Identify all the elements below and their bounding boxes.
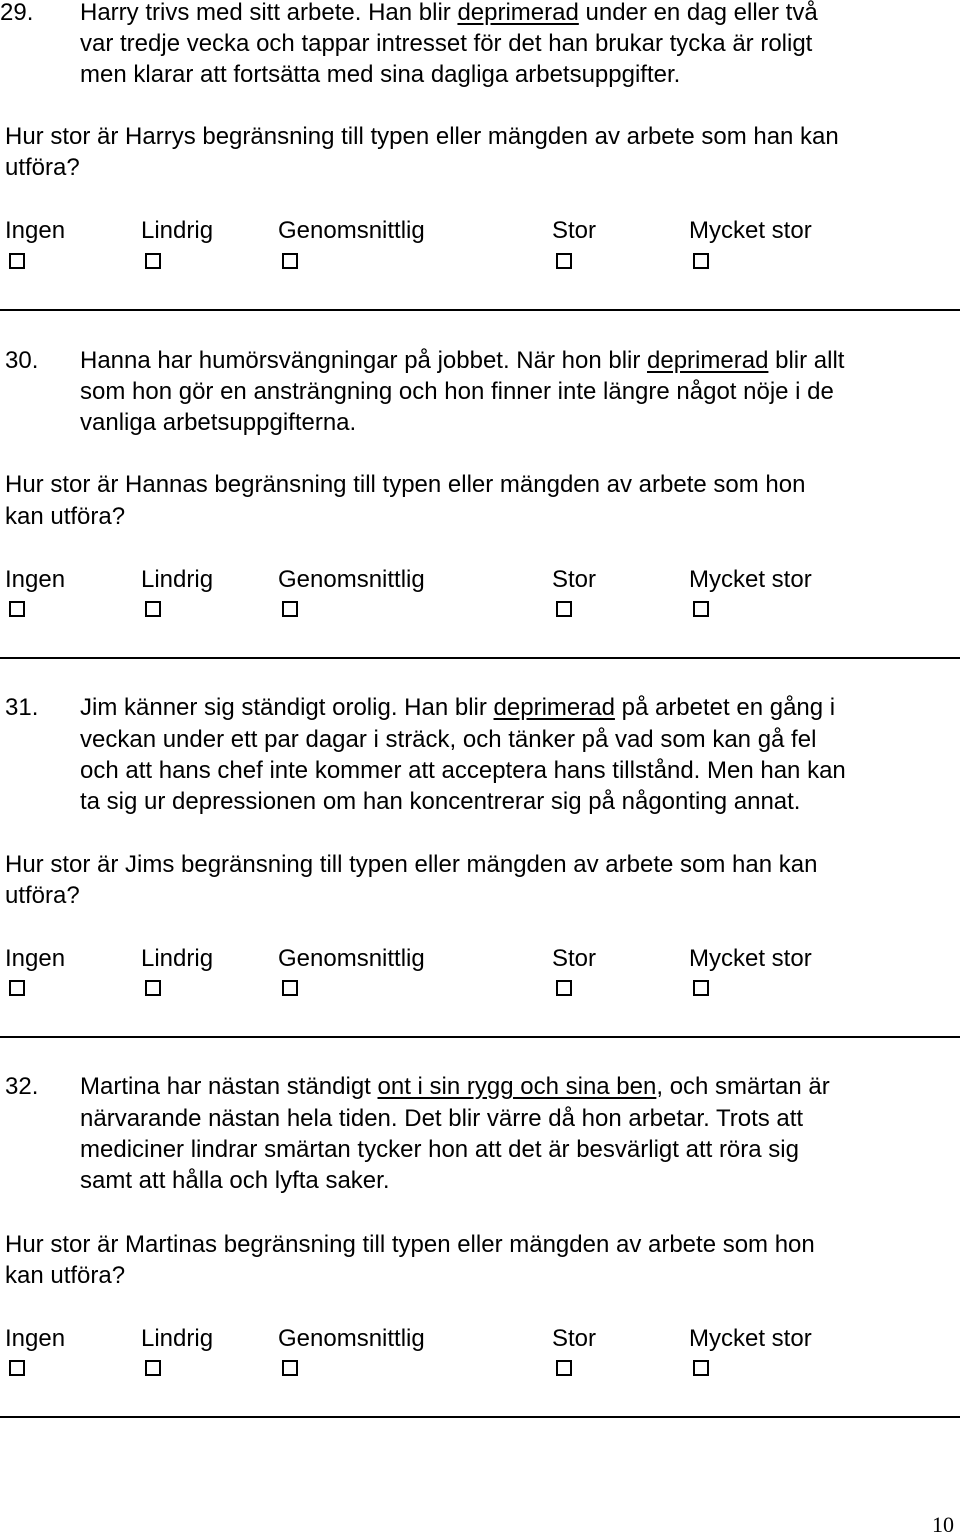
checkbox-ingen[interactable] — [9, 980, 25, 996]
option-label-stor: Stor — [552, 945, 597, 972]
scenario-line-4: samt att hålla och lyfta saker. — [80, 1167, 390, 1194]
checkbox-ingen[interactable] — [9, 601, 25, 617]
option-label-genomsnittlig: Genomsnittlig — [278, 566, 425, 593]
divider — [0, 657, 960, 659]
checkbox-stor[interactable] — [556, 980, 572, 996]
scenario-line-2: veckan under ett par dagar i sträck, och tänker på vad som kan gå fel — [80, 726, 817, 753]
scenario-line-2: var tredje vecka och tappar intresset för det han brukar tycka är roligt — [80, 30, 813, 57]
checkbox-lindrig[interactable] — [145, 253, 161, 269]
checkbox-mycket-stor[interactable] — [693, 980, 709, 996]
checkbox-mycket-stor[interactable] — [693, 253, 709, 269]
page-number: 10 — [932, 1512, 954, 1537]
item-number: 31. — [5, 694, 39, 721]
scenario-line-3: mediciner lindrar smärtan tycker hon att det är besvärligt att röra sig — [80, 1136, 799, 1163]
item-number: 32. — [5, 1073, 39, 1100]
scenario-line-4: ta sig ur depressionen om han koncentrerar sig på någonting annat. — [80, 788, 801, 815]
checkbox-genomsnittlig[interactable] — [282, 1360, 298, 1376]
scenario-line-1: Harry trivs med sitt arbete. Han blir deprimerad under en dag eller två — [80, 0, 818, 26]
divider — [0, 1416, 960, 1418]
question-line-1: Hur stor är Hannas begränsning till typen eller mängden av arbete som hon — [5, 471, 806, 498]
option-label-ingen: Ingen — [5, 566, 66, 593]
item-number: 29. — [0, 0, 34, 26]
scenario-line-1: Martina har nästan ständigt ont i sin rygg och sina ben, och smärtan är — [80, 1073, 830, 1100]
question-line-2: utföra? — [5, 154, 80, 181]
option-label-lindrig: Lindrig — [141, 566, 214, 593]
checkbox-mycket-stor[interactable] — [693, 601, 709, 617]
scenario-line-1: Jim känner sig ständigt orolig. Han blir deprimerad på arbetet en gång i — [80, 694, 836, 721]
question-line-1: Hur stor är Jims begränsning till typen eller mängden av arbete som han kan — [5, 851, 818, 878]
scenario-line-3: men klarar att fortsätta med sina dagliga arbetsuppgifter. — [80, 61, 681, 88]
option-label-lindrig: Lindrig — [141, 217, 214, 244]
divider — [0, 1036, 960, 1038]
option-label-genomsnittlig: Genomsnittlig — [278, 1325, 425, 1352]
option-label-ingen: Ingen — [5, 945, 66, 972]
question-line-1: Hur stor är Martinas begränsning till typen eller mängden av arbete som hon — [5, 1231, 815, 1258]
option-label-lindrig: Lindrig — [141, 1325, 214, 1352]
checkbox-genomsnittlig[interactable] — [282, 980, 298, 996]
option-label-genomsnittlig: Genomsnittlig — [278, 945, 425, 972]
checkbox-stor[interactable] — [556, 601, 572, 617]
option-label-lindrig: Lindrig — [141, 945, 214, 972]
divider — [0, 309, 960, 311]
checkbox-lindrig[interactable] — [145, 980, 161, 996]
scenario-line-3: vanliga arbetsuppgifterna. — [80, 409, 357, 436]
scenario-line-1: Hanna har humörsvängningar på jobbet. När hon blir deprimerad blir allt — [80, 347, 845, 374]
checkbox-lindrig[interactable] — [145, 1360, 161, 1376]
checkbox-ingen[interactable] — [9, 253, 25, 269]
question-line-2: utföra? — [5, 882, 80, 909]
scenario-line-2: närvarande nästan hela tiden. Det blir värre då hon arbetar. Trots att — [80, 1105, 804, 1132]
option-label-stor: Stor — [552, 217, 597, 244]
scenario-line-2: som hon gör en ansträngning och hon finner inte längre något nöje i de — [80, 378, 834, 405]
option-label-stor: Stor — [552, 1325, 597, 1352]
checkbox-mycket-stor[interactable] — [693, 1360, 709, 1376]
checkbox-stor[interactable] — [556, 1360, 572, 1376]
checkbox-lindrig[interactable] — [145, 601, 161, 617]
item-number: 30. — [5, 347, 39, 374]
option-label-ingen: Ingen — [5, 217, 66, 244]
option-label-stor: Stor — [552, 566, 597, 593]
option-label-mycket-stor: Mycket stor — [689, 1325, 812, 1352]
checkbox-genomsnittlig[interactable] — [282, 253, 298, 269]
option-label-genomsnittlig: Genomsnittlig — [278, 217, 425, 244]
checkbox-stor[interactable] — [556, 253, 572, 269]
scenario-line-3: och att hans chef inte kommer att acceptera hans tillstånd. Men han kan — [80, 757, 846, 784]
option-label-ingen: Ingen — [5, 1325, 66, 1352]
underlined-term: deprimerad — [493, 694, 615, 721]
underlined-term: ont i sin rygg och sina ben — [377, 1073, 657, 1100]
question-line-2: kan utföra? — [5, 1262, 126, 1289]
question-line-1: Hur stor är Harrys begränsning till typen eller mängden av arbete som han kan — [5, 123, 839, 150]
question-line-2: kan utföra? — [5, 503, 126, 530]
underlined-term: deprimerad — [457, 0, 579, 26]
option-label-mycket-stor: Mycket stor — [689, 217, 812, 244]
checkbox-ingen[interactable] — [9, 1360, 25, 1376]
option-label-mycket-stor: Mycket stor — [689, 945, 812, 972]
option-label-mycket-stor: Mycket stor — [689, 566, 812, 593]
checkbox-genomsnittlig[interactable] — [282, 601, 298, 617]
underlined-term: deprimerad — [647, 347, 769, 374]
